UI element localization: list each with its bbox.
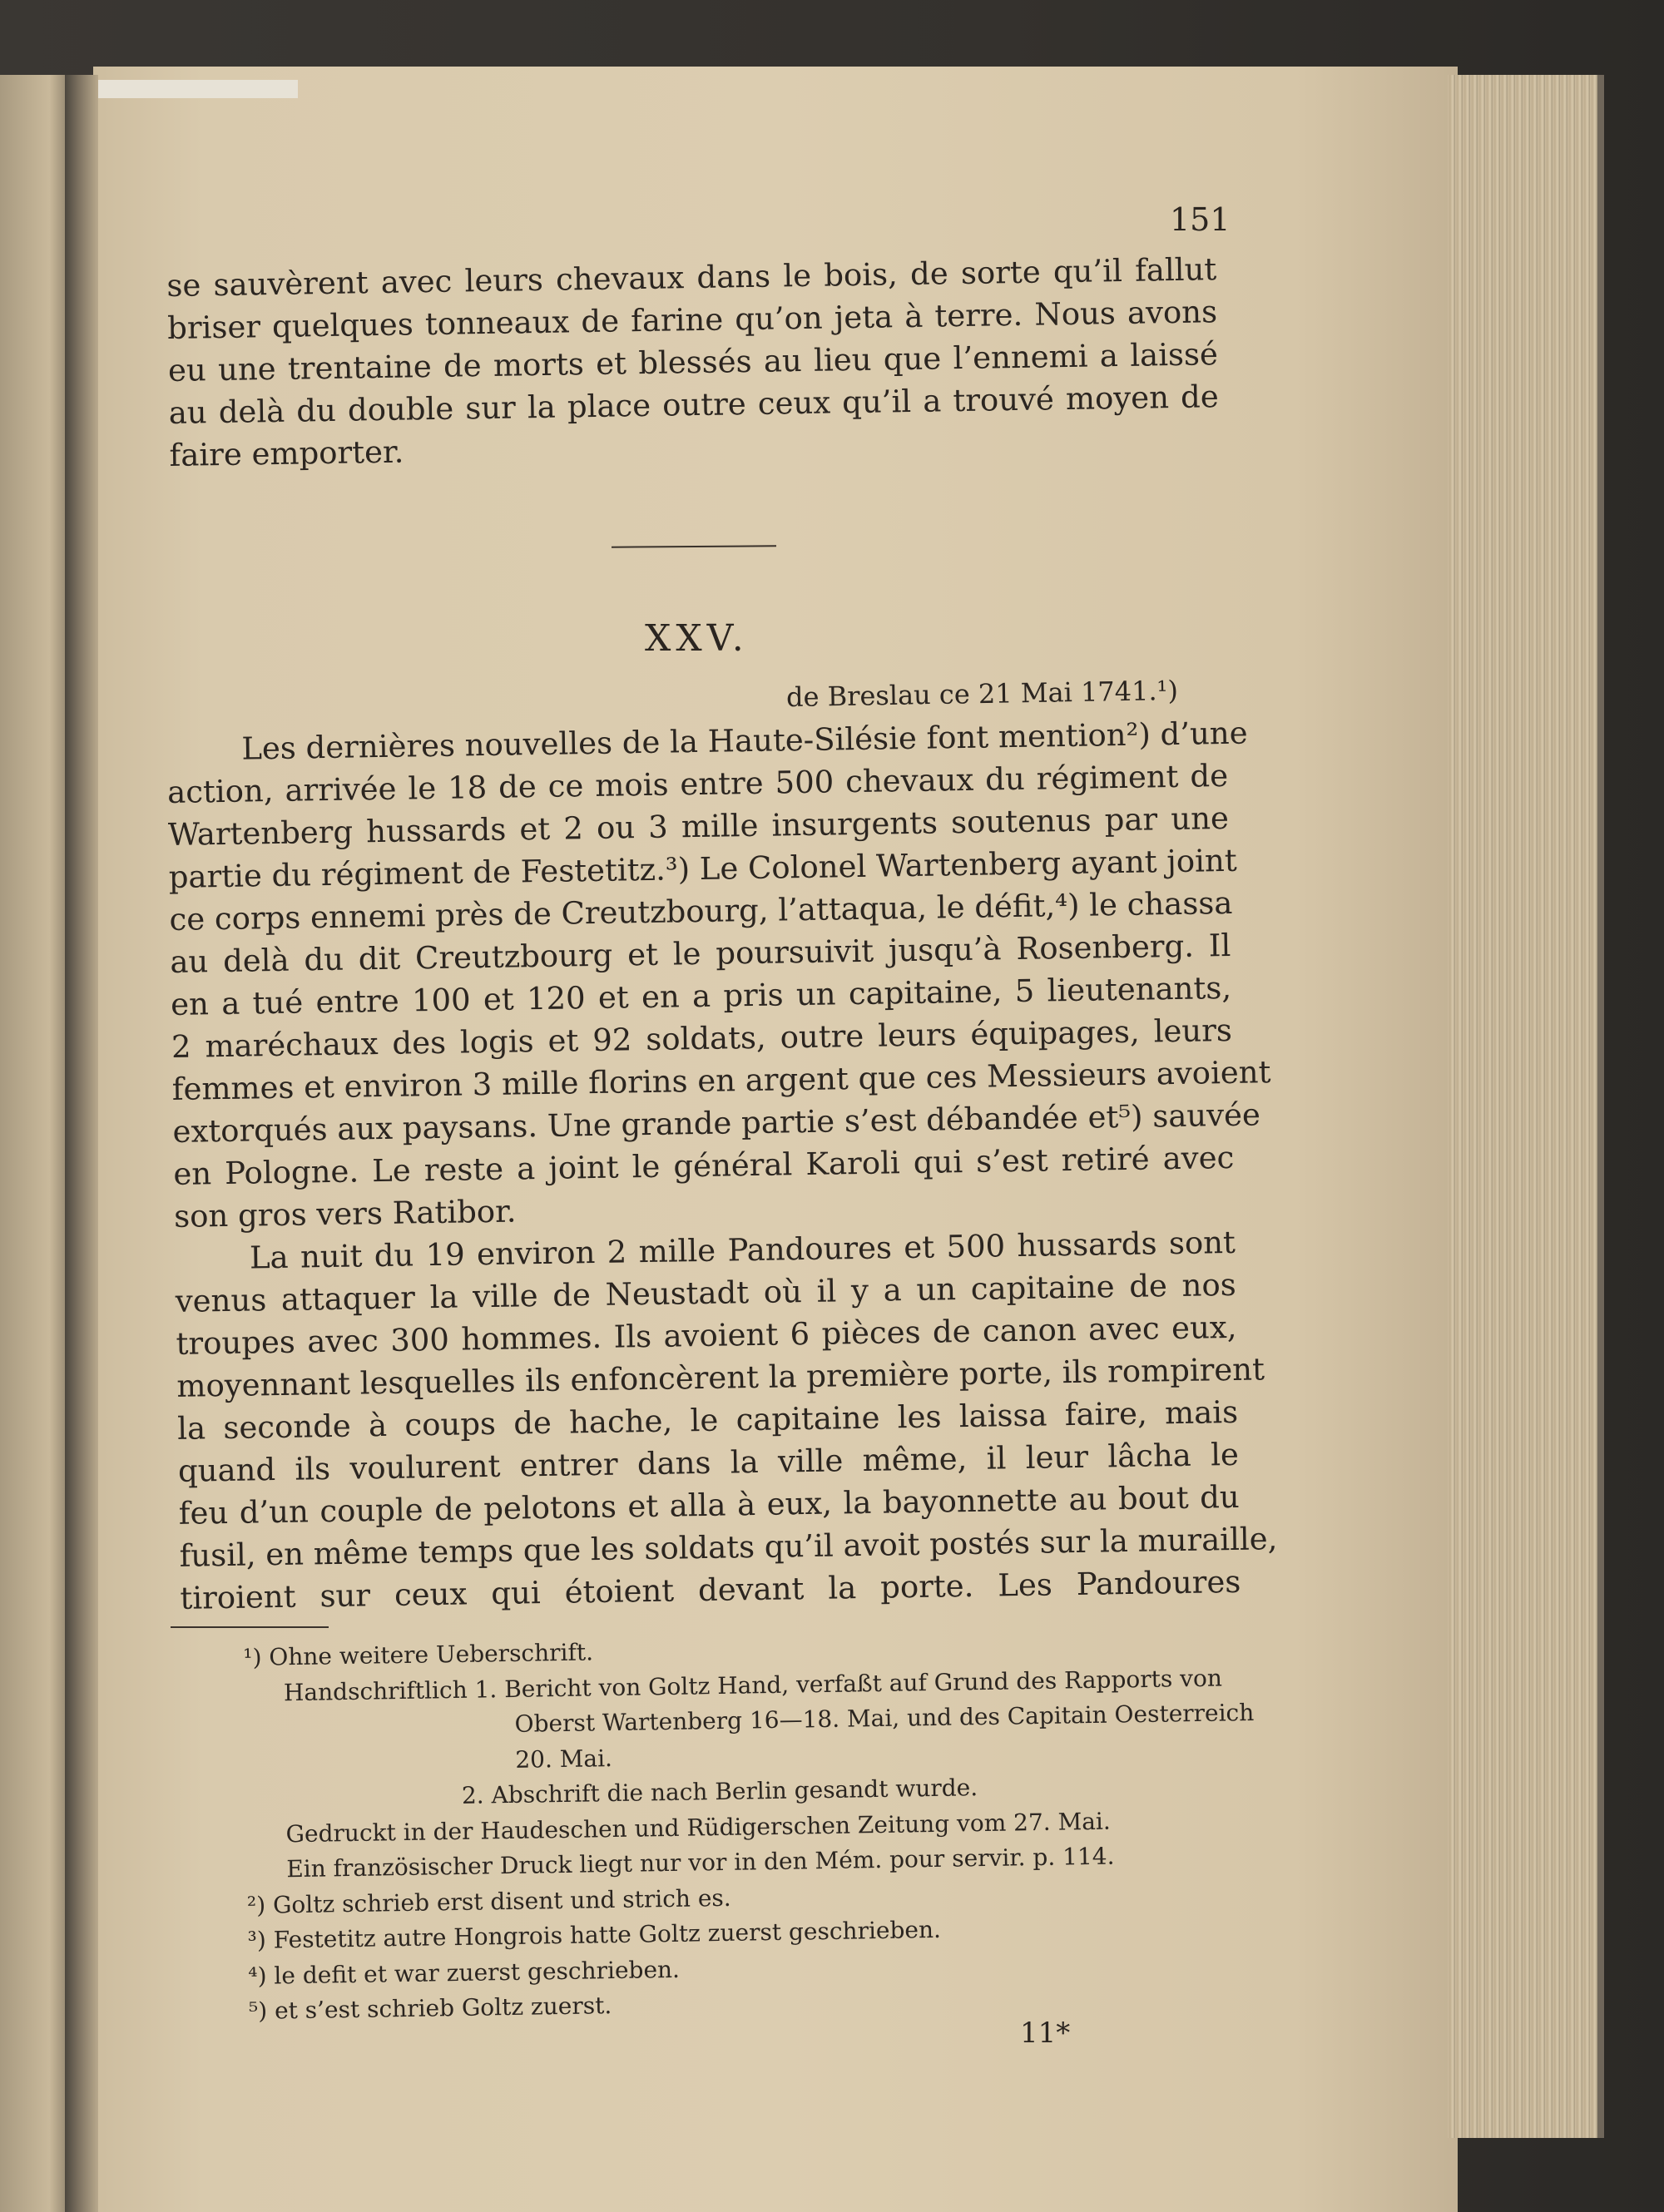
text-line: femmes et environ 3 mille florins en argent que ces Messieurs avoient: [171, 1054, 1271, 1107]
text-line: la seconde à coups de hache, le capitaine les laissa faire, mais: [176, 1393, 1239, 1447]
text-line: eu une trentaine de morts et blessés au lieu que l’ennemi a laissé: [167, 336, 1219, 388]
text-line: moyennant lesquelles ils enfoncèrent la première porte, ils rompirent: [176, 1351, 1265, 1404]
dateline: de Breslau ce 21 Mai 1741.¹): [785, 674, 1179, 714]
paper-tab: [98, 80, 298, 98]
page-number: 151: [1170, 201, 1231, 238]
book-gutter: [65, 75, 98, 2212]
top-paragraph: [166, 248, 1220, 477]
text-line: extorqués aux paysans. Une grande partie s’est débandée et⁵) sauvée: [172, 1096, 1261, 1150]
footnote-line: ²) Goltz schrieb erst disent und strich es.: [246, 1883, 731, 1919]
text-line: fusil, en même temps que les soldats qu’il avoit postés sur la muraille,: [179, 1521, 1278, 1574]
text-line: Les dernières nouvelles de la Haute-Silésie font mention²) d’une: [241, 715, 1248, 767]
text-line: faire emporter.: [169, 433, 404, 473]
text-line: Wartenberg hussards et 2 ou 3 mille insurgents soutenus par une: [167, 799, 1230, 853]
signature-mark: 11*: [1020, 2017, 1071, 2050]
text-line: au delà du double sur la place outre ceux qu’il a trouvé moyen de: [168, 379, 1219, 431]
previous-page-edge: [0, 75, 71, 2212]
paragraph-1: [166, 712, 1278, 1620]
text-line: en Pologne. Le reste a joint le général Karoli qui s’est retiré avec: [173, 1139, 1235, 1192]
footnote-line: Ein französischer Druck liegt nur vor in den Mém. pour servir. p. 114.: [286, 1842, 1115, 1883]
footnote-line: ¹) Ohne weitere Ueberschrift.: [243, 1638, 594, 1671]
text-line: son gros vers Ratibor.: [173, 1193, 517, 1235]
footnote-line: Oberst Wartenberg 16—18. Mai, und des Capitain Oesterreich: [514, 1698, 1255, 1738]
text-line: quand ils voulurent entrer dans la ville même, il leur lâcha le: [177, 1436, 1240, 1489]
text-line: au delà du dit Creutzbourg et le poursuivit jusqu’à Rosenberg. Il: [170, 927, 1231, 980]
page-block-edges: [1448, 75, 1604, 2138]
text-line: 2 maréchaux des logis et 92 soldats, outre leurs équipages, leurs: [171, 1012, 1233, 1065]
footnote-line: ⁴) le defit et war zuerst geschrieben.: [248, 1955, 681, 1990]
text-line: se sauvèrent avec leurs chevaux dans le bois, de sorte qu’il fallut: [166, 251, 1217, 304]
text-line: ce corps ennemi près de Creutzbourg, l’attaqua, le défit,⁴) le chassa: [169, 884, 1233, 938]
text-line: briser quelques tonneaux de farine qu’on jeta à terre. Nous avons: [166, 294, 1218, 346]
footnote-line: Handschriftlich 1. Bericht von Goltz Hand, verfaßt auf Grund des Rapports von: [283, 1664, 1223, 1706]
footnotes: [243, 1625, 1259, 2030]
text-line: action, arrivée le 18 de ce mois entre 500 chevaux du régiment de: [166, 757, 1229, 810]
footnote-line: ³) Festetitz autre Hongrois hatte Goltz zuerst geschrieben.: [247, 1915, 942, 1954]
footnote-line: 20. Mai.: [515, 1744, 613, 1774]
footnote-line: 2. Abschrift die nach Berlin gesandt wurde.: [461, 1774, 978, 1809]
text-line: venus attaquer la ville de Neustadt où il y a un capitaine de nos: [175, 1266, 1236, 1319]
footnote-line: ⁵) et s’est schrieb Goltz zuerst.: [248, 1992, 612, 2025]
text-line: tiroient sur ceux qui étoient devant la porte. Les Pandoures: [180, 1563, 1241, 1616]
text-line: en a tué entre 100 et 120 et en a pris un capitaine, 5 lieutenants,: [170, 969, 1232, 1022]
text-line: La nuit du 19 environ 2 mille Pandoures et 500 hussards sont: [249, 1224, 1236, 1276]
text-line: troupes avec 300 hommes. Ils avoient 6 pièces de canon avec eux,: [176, 1309, 1237, 1362]
footnote-line: Gedruckt in der Haudeschen und Rüdigerschen Zeitung vom 27. Mai.: [285, 1807, 1112, 1848]
text-line: partie du régiment de Festetitz.³) Le Colonel Wartenberg ayant joint: [168, 842, 1237, 895]
text-line: feu d’un couple de pelotons et alla à eux, la bayonnette au bout du: [178, 1478, 1241, 1532]
footnote-divider: [171, 1626, 329, 1628]
section-heading: XXV.: [645, 617, 749, 660]
